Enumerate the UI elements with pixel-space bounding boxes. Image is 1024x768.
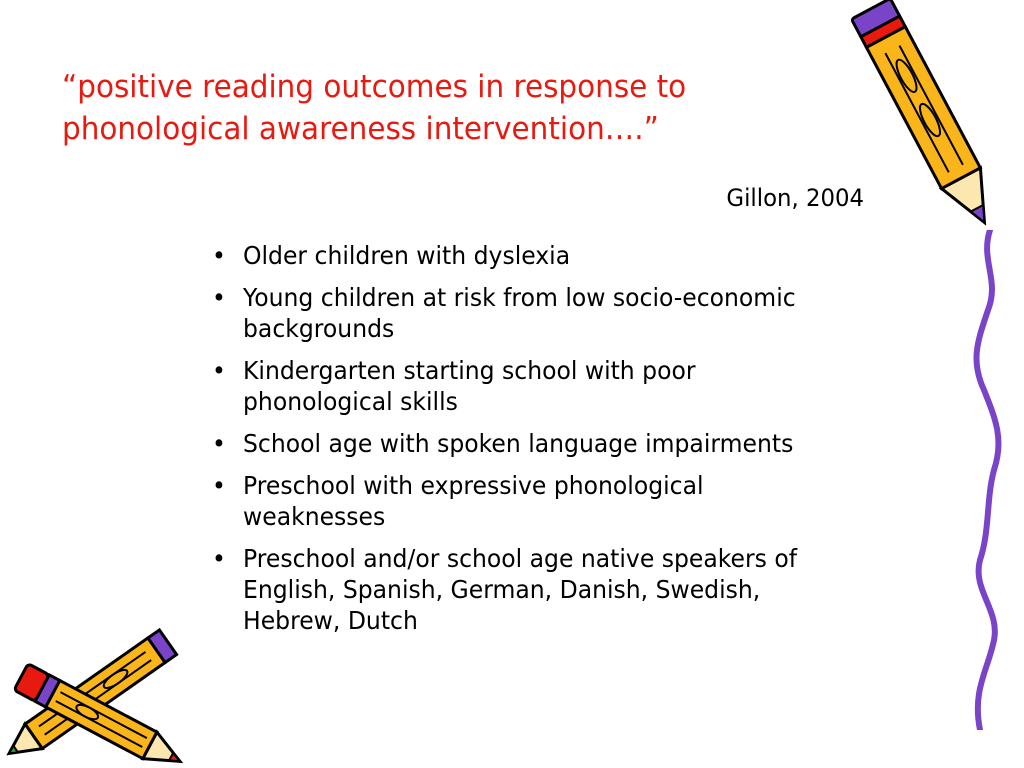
bullet-dot: • [212,429,226,458]
bullet-dot: • [212,544,226,573]
bullet-text: Older children with dyslexia [243,241,571,270]
bullet-item [212,282,832,344]
bullet-text: Preschool and/or school age native speakers of English, Spanish, German, Danish, Swedish, Hebrew, Dutch [243,544,798,635]
bullet-dot: • [212,356,226,385]
bullet-text: Young children at risk from low socio-economic backgrounds [243,283,796,343]
pencil-clipart-top-right [850,0,1024,250]
bullet-text: Kindergarten starting school with poor phonological skills [243,356,696,416]
citation: Gillon, 2004 [726,184,864,212]
wavy-line-decoration [960,230,1024,730]
bullet-dot: • [212,241,226,270]
bullet-item [212,428,832,459]
bullet-dot: • [212,471,226,500]
bullet-item [212,355,832,417]
bullet-dot: • [212,283,226,312]
bullet-list [212,240,872,647]
pencils-clipart-bottom-left [0,610,210,768]
bullet-item [212,240,832,271]
bullet-text: School age with spoken language impairments [243,429,794,458]
bullet-item [212,543,832,636]
bullet-text: Preschool with expressive phonological weaknesses [243,471,704,531]
bullet-item [212,470,832,532]
slide-title: “positive reading outcomes in response to phonological awareness intervention….” [62,69,687,147]
